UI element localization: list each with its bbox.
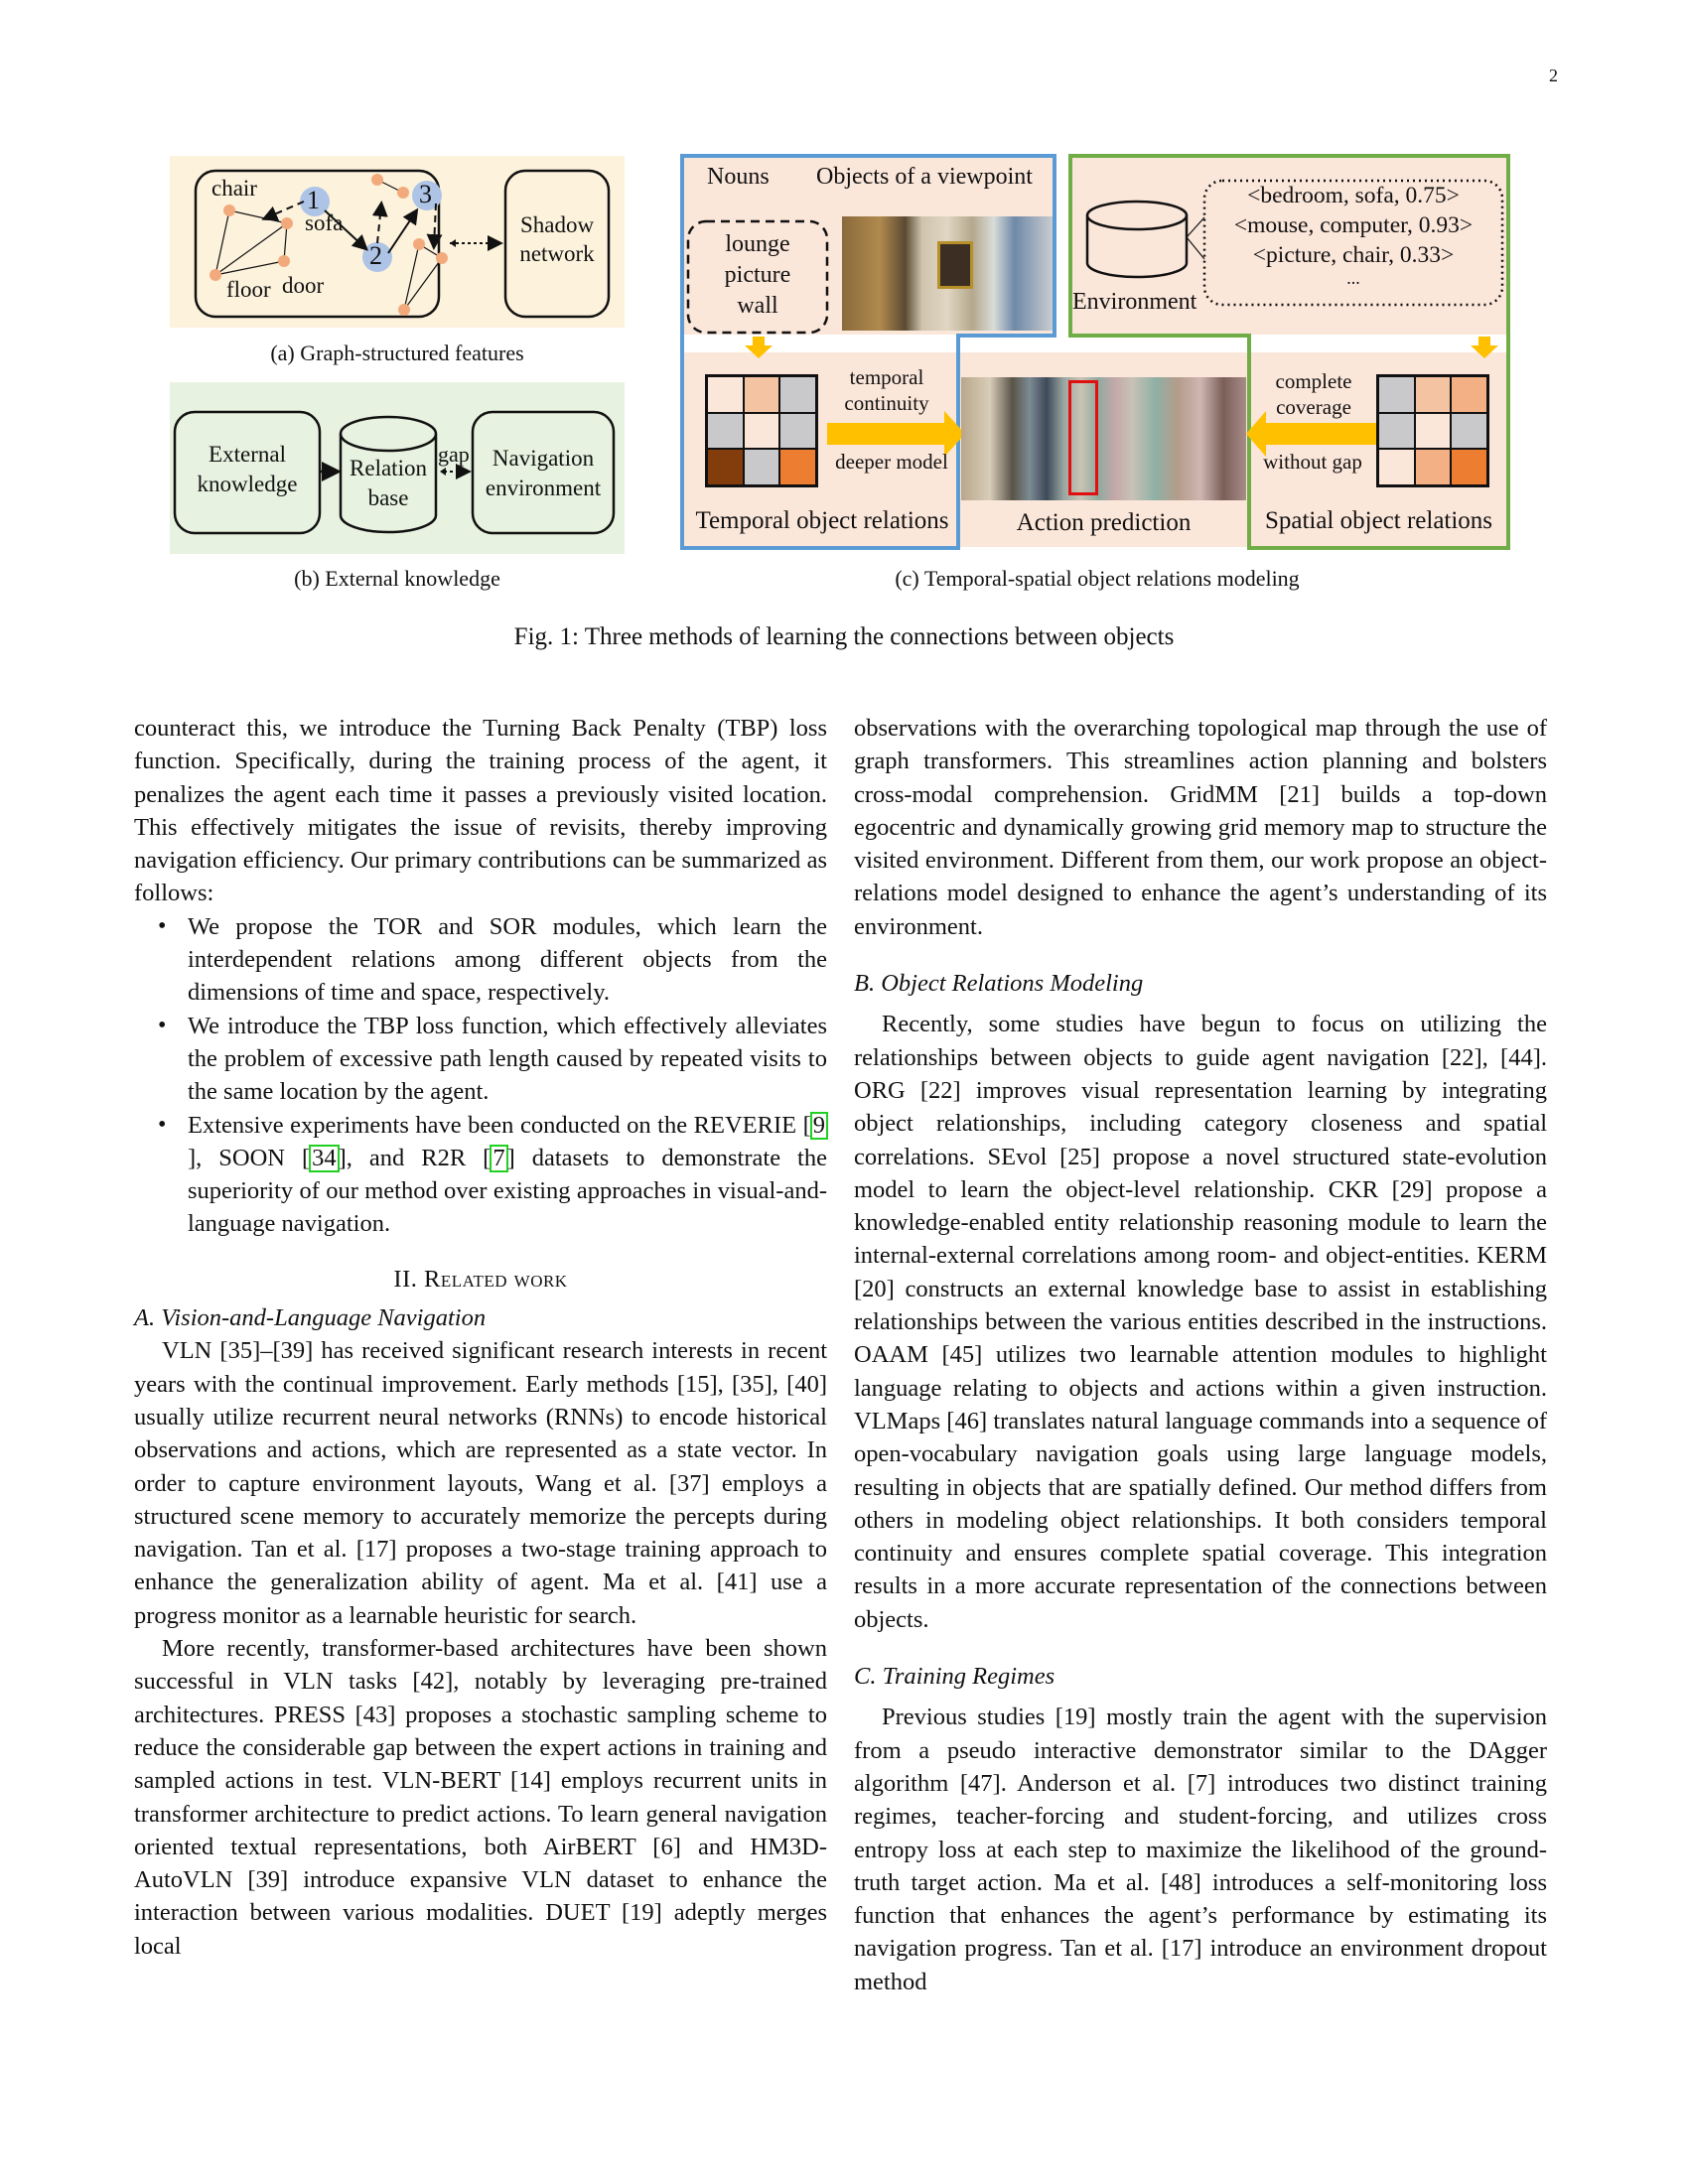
contribution-item: • We propose the TOR and SOR modules, which learn the interdependent relations among different objects from the dimensions of time and space, respectively. bbox=[188, 910, 827, 1010]
step-number-3: 3 bbox=[419, 180, 432, 208]
portrait-in-image bbox=[937, 241, 973, 289]
deeper-model-label: deeper model bbox=[835, 450, 948, 474]
text-run: ], SOON [ bbox=[188, 1144, 311, 1171]
panel-c-caption: (c) Temporal-spatial object relations modeling bbox=[895, 566, 1300, 591]
grid-cell bbox=[707, 376, 744, 413]
grid-cell bbox=[779, 449, 816, 485]
figure-caption: Fig. 1: Three methods of learning the connections between objects bbox=[513, 623, 1175, 650]
spatial-relation-grid bbox=[1376, 374, 1489, 487]
relation-item: ... bbox=[1346, 268, 1360, 288]
contribution-item bbox=[188, 1109, 827, 1241]
nouns-list bbox=[688, 229, 827, 322]
text-run: ] datasets to demonstrate the superiority of our method over existing approaches in visual-and-language navigation. bbox=[188, 1144, 827, 1238]
grid-cell bbox=[1415, 449, 1452, 485]
external-knowledge-line-1: External bbox=[209, 442, 286, 467]
relation-base-line-1: Relation bbox=[350, 456, 427, 480]
panel-a-caption: (a) Graph-structured features bbox=[270, 341, 524, 365]
spatial-label-line: complete bbox=[1275, 369, 1352, 393]
contributions-list bbox=[134, 910, 827, 1241]
section-title-related-work: II. Related work bbox=[393, 1265, 568, 1293]
node-label-floor: floor bbox=[226, 277, 271, 302]
spatial-arrow-label bbox=[1259, 368, 1368, 420]
paragraph-object-relations: Recently, some studies have begun to focus on utilizing the relationships between objects to guide agent navigation [22], [44]. ORG [22] improves visual representation learning by integrating object relationships, including category closeness and spatial correlations. SEvol [25] propose a novel structured state-evolution model to learn the object-level relationship. CKR [29] propose a knowledge-enabled entity relationship reasoning module to learn the internal-external correlations among room- and object-entities. KERM [20] constructs an external knowledge base to assist in establishing relationships between the various entities described in the instructions. OAAM [45] utilizes two learnable attention modules to highlight language relating to objects and actions within a given instruction. VLMaps [46] translates natural language commands into a sequence of open-vocabulary navigation goals using large language models, resulting in objects that are spatially defined. Our method differs from others in modeling object relationships. It both considers temporal continuity and ensures complete spatial coverage. This integration results in a more accurate representation of the connections between objects. bbox=[854, 1011, 1547, 1633]
without-gap-label: without gap bbox=[1263, 450, 1362, 474]
grid-cell bbox=[1451, 413, 1487, 450]
external-knowledge-box bbox=[175, 440, 320, 499]
noun-item: wall bbox=[737, 293, 778, 319]
relation-base-cylinder bbox=[341, 454, 436, 513]
subsection-title-training-regimes: C. Training Regimes bbox=[854, 1663, 1055, 1691]
temporal-object-relations-title: Temporal object relations bbox=[695, 507, 949, 534]
grid-cell bbox=[744, 449, 780, 485]
navigation-environment-line-1: Navigation bbox=[492, 446, 595, 471]
grid-cell bbox=[779, 376, 816, 413]
noun-item: lounge bbox=[725, 231, 790, 257]
grid-cell bbox=[779, 413, 816, 450]
grid-cell bbox=[1378, 449, 1415, 485]
temporal-arrow-label bbox=[827, 364, 946, 416]
spatial-object-relations-title: Spatial object relations bbox=[1264, 507, 1493, 534]
paragraph-training-regimes: Previous studies [19] mostly train the agent with the supervision from a pseudo interactive demonstrator similar to the DAgger algorithm [47]. Anderson et al. [7] introduces two distinct training regimes, teacher-forcing and student-forcing, and utilizes cross entropy loss at each step to maximize the likelihood of the ground-truth target action. Ma et al. [48] introduces a self-monitoring loss function that enhances the agent’s performance by estimating its navigation progress. Tan et al. [17] introduce an environment dropout method bbox=[854, 1704, 1547, 1995]
temporal-label-line: continuity bbox=[844, 391, 929, 415]
nouns-header: Nouns bbox=[707, 164, 770, 190]
relation-item: <bedroom, sofa, 0.75> bbox=[1247, 183, 1460, 208]
node-label-door: door bbox=[282, 273, 325, 298]
subsection-title-object-relations: B. Object Relations Modeling bbox=[854, 970, 1144, 998]
panel-a-graph-features bbox=[170, 156, 625, 328]
relations-list bbox=[1204, 181, 1502, 286]
left-column bbox=[134, 712, 827, 1963]
relation-item: <picture, chair, 0.33> bbox=[1252, 242, 1455, 268]
grid-cell bbox=[707, 449, 744, 485]
spatial-label-line: coverage bbox=[1276, 395, 1351, 419]
step-number-2: 2 bbox=[369, 241, 382, 270]
shadow-network-line-2: network bbox=[519, 241, 595, 266]
paragraph-transformer: More recently, transformer-based architectures have been shown successful in VLN tasks [42], notably by leveraging pre-trained architectures. PRESS [43] proposes a stochastic sampling scheme to reduce the considerable gap between the expert actions in training and sampled actions in test. VLN-BERT [14] employs recurrent units in transformer architecture to predict actions. To learn general navigation oriented textual representations, both AirBERT [6] and HM3D-AutoVLN [39] introduce expansive VLN dataset to enhance the interaction between various modalities. DUET [19] adeptly merges local bbox=[134, 1635, 827, 1960]
predicted-action-highlight bbox=[1068, 380, 1098, 495]
step-number-1: 1 bbox=[307, 186, 320, 214]
grid-cell bbox=[1451, 449, 1487, 485]
temporal-relation-grid bbox=[705, 374, 818, 487]
grid-cell bbox=[1378, 376, 1415, 413]
panel-b-external-knowledge bbox=[170, 382, 625, 554]
text-run: Extensive experiments have been conducted on the REVERIE [ bbox=[188, 1111, 811, 1139]
grid-cell bbox=[1378, 413, 1415, 450]
citation-link[interactable]: 34 bbox=[309, 1145, 340, 1172]
node-label-sofa: sofa bbox=[305, 210, 344, 235]
relation-item: <mouse, computer, 0.93> bbox=[1233, 212, 1474, 238]
subsection-title-vln: A. Vision-and-Language Navigation bbox=[134, 1304, 487, 1332]
grid-cell bbox=[707, 413, 744, 450]
grid-cell bbox=[1451, 376, 1487, 413]
page-number: 2 bbox=[1549, 66, 1558, 85]
citation-link[interactable]: 7 bbox=[490, 1145, 507, 1172]
shadow-network-box bbox=[505, 210, 609, 268]
grid-cell bbox=[1415, 376, 1452, 413]
text-run: ], and R2R [ bbox=[338, 1144, 492, 1171]
grid-cell bbox=[744, 376, 780, 413]
objects-header: Objects of a viewpoint bbox=[816, 164, 1033, 190]
contribution-item: • We introduce the TBP loss function, which effectively alleviates the problem of excessive path length caused by repeated visits to the same location by the agent. bbox=[188, 1010, 827, 1109]
right-column bbox=[854, 712, 1547, 1998]
node-label-chair: chair bbox=[211, 176, 257, 201]
environment-label: Environment bbox=[1072, 289, 1197, 315]
paragraph-continuation: observations with the overarching topological map through the use of graph transformers. This streamlines action planning and bolsters cross-modal comprehension. GridMM [21] builds a top-down egocentric and dynamically growing grid memory map to structure the visited environment. Different from them, our work propose an object-relations model designed to enhance the agent’s understanding of its environment. bbox=[854, 715, 1547, 940]
external-knowledge-line-2: knowledge bbox=[197, 472, 298, 496]
citation-link[interactable]: 9 bbox=[810, 1112, 828, 1140]
panorama-image bbox=[961, 377, 1246, 500]
grid-cell bbox=[1415, 413, 1452, 450]
noun-item: picture bbox=[724, 262, 791, 288]
grid-cell bbox=[744, 413, 780, 450]
intro-paragraph: counteract this, we introduce the Turning Back Penalty (TBP) loss function. Specifically, during the training process of the agent, it penalizes the agent each time it passes a previously visited location. This effectively mitigates the issue of revisits, thereby improving navigation efficiency. Our primary contributions can be summarized as follows: bbox=[134, 715, 827, 907]
shadow-network-line-1: Shadow bbox=[519, 212, 595, 237]
action-prediction-title: Action prediction bbox=[1016, 509, 1192, 536]
panel-b-caption: (b) External knowledge bbox=[294, 566, 500, 591]
relation-base-line-2: base bbox=[367, 485, 409, 510]
navigation-environment-box bbox=[473, 444, 614, 503]
panel-c-temporal-spatial bbox=[680, 154, 1514, 551]
viewpoint-image bbox=[842, 216, 1053, 331]
navigation-environment-line-2: environment bbox=[485, 476, 602, 500]
temporal-label-line: temporal bbox=[849, 365, 924, 389]
gap-label: gap bbox=[438, 442, 470, 467]
paragraph-vln: VLN [35]–[39] has received significant research interests in recent years with the continual improvement. Early methods [15], [35], [40] usually utilize recurrent neural networks (RNNs) to encode historical observations and actions, which are represented as a state vector. In order to capture environment layouts, Wang et al. [37] employs a structured scene memory to accurately memorize the percepts during navigation. Tan et al. [17] proposes a two-stage training approach to enhance the generalization ability of agent. Ma et al. [41] use a progress monitor as a learnable heuristic for search. bbox=[134, 1337, 827, 1629]
